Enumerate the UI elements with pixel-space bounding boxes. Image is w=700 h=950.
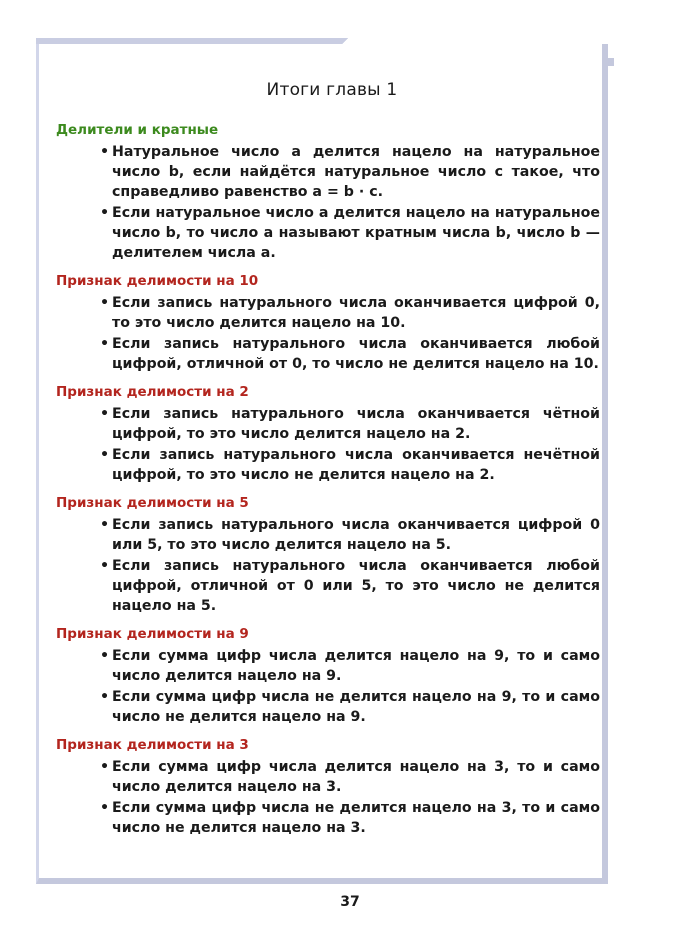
section-heading: Признак делимости на 9 xyxy=(56,626,249,642)
bullet-item: • Если запись натурального числа оканчивается любой цифрой, отличной от 0 или 5, то это число не делится нацело на 5. xyxy=(112,556,608,616)
bullet-list xyxy=(56,646,608,727)
section-divisibility-3 xyxy=(56,737,608,838)
bullet-item: • Натуральное число a делится нацело на натуральное число b, если найдётся натуральное число c такое, что справедливо равенство a = b · c. xyxy=(112,142,608,202)
bullet-item: • Если натуральное число a делится нацело на натуральное число b, то число a называют кратным числа b, число b — делителем числа a. xyxy=(112,203,608,263)
bullet-item: • Если запись натурального числа оканчивается любой цифрой, отличной от 0, то число не делится нацело на 10. xyxy=(112,334,608,374)
section-divisibility-10 xyxy=(56,273,608,374)
page-title: Итоги главы 1 xyxy=(266,80,398,100)
section-divisors-multiples xyxy=(56,122,608,263)
section-heading: Признак делимости на 5 xyxy=(56,495,249,511)
section-heading: Признак делимости на 2 xyxy=(56,384,249,400)
bullet-item: • Если сумма цифр числа не делится нацело на 9, то и само число не делится нацело на 9. xyxy=(112,687,608,727)
bullet-list xyxy=(56,293,608,374)
bullet-item: • Если запись натурального числа оканчивается нечётной цифрой, то это число не делится нацело на 2. xyxy=(112,445,608,485)
page-number: 37 xyxy=(340,894,360,910)
bullet-item: • Если сумма цифр числа не делится нацело на 3, то и само число не делится нацело на 3. xyxy=(112,798,608,838)
bullet-list xyxy=(56,757,608,838)
bullet-item: • Если сумма цифр числа делится нацело на 9, то и само число делится нацело на 9. xyxy=(112,646,608,686)
bullet-item: • Если запись натурального числа оканчивается цифрой 0, то это число делится нацело на 10. xyxy=(112,293,608,333)
chapter-summary xyxy=(56,80,608,848)
section-heading: Делители и кратные xyxy=(56,122,219,138)
section-heading: Признак делимости на 3 xyxy=(56,737,249,753)
section-divisibility-5 xyxy=(56,495,608,616)
section-divisibility-9 xyxy=(56,626,608,727)
bullet-list xyxy=(56,515,608,616)
bullet-item: • Если сумма цифр числа делится нацело на 3, то и само число делится нацело на 3. xyxy=(112,757,608,797)
bullet-item: • Если запись натурального числа оканчивается чётной цифрой, то это число делится нацело на 2. xyxy=(112,404,608,444)
section-heading: Признак делимости на 10 xyxy=(56,273,259,289)
bullet-item: • Если запись натурального числа оканчивается цифрой 0 или 5, то это число делится нацело на 5. xyxy=(112,515,608,555)
bullet-list xyxy=(56,142,608,263)
section-divisibility-2 xyxy=(56,384,608,485)
bullet-list xyxy=(56,404,608,485)
